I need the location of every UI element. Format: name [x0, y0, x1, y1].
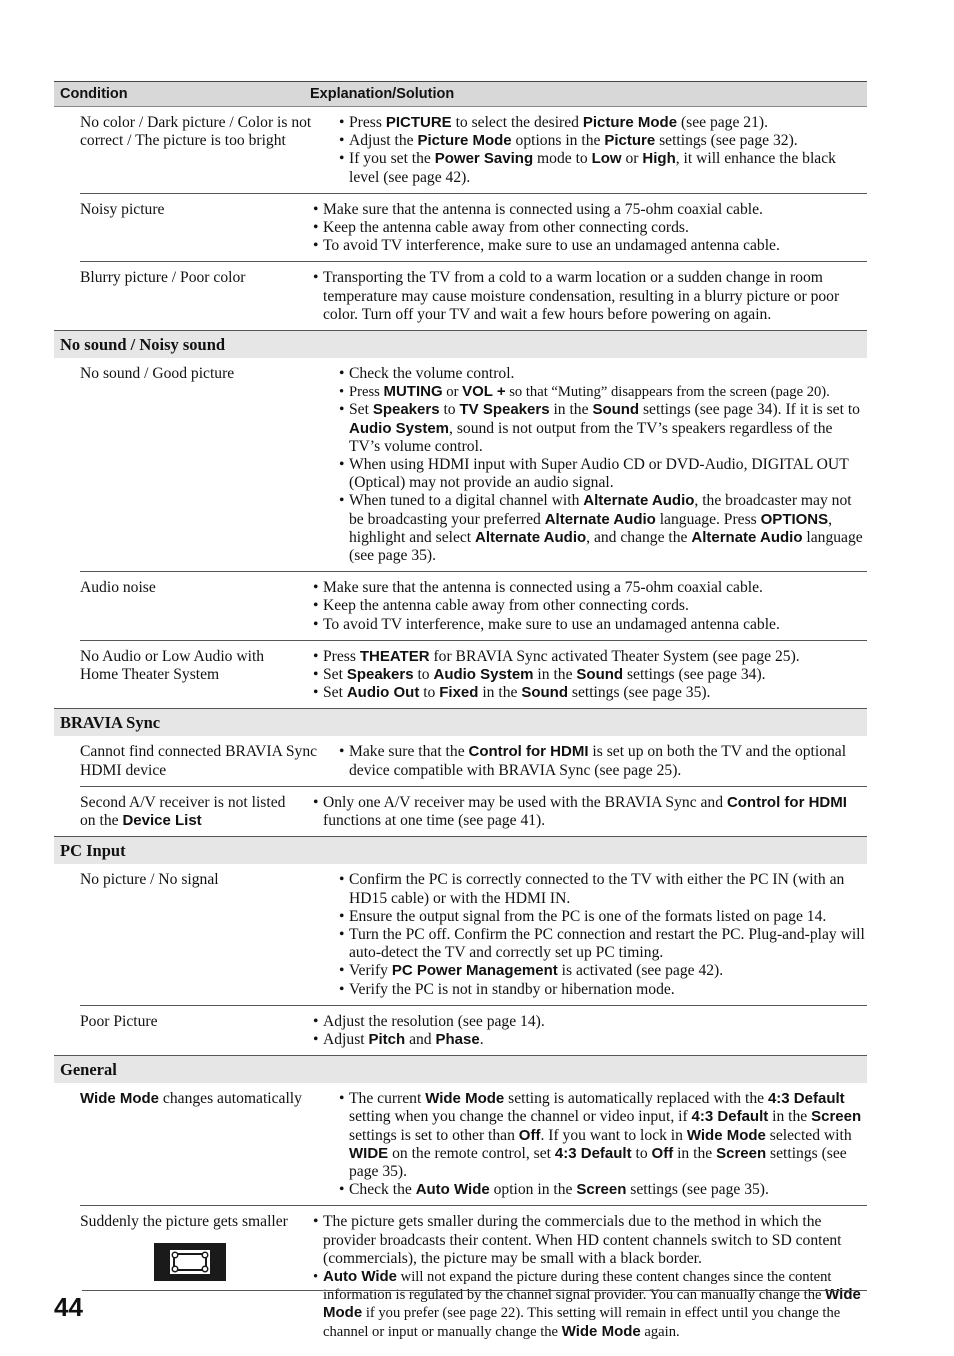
- solution-item: • Set Speakers to Audio System in the Sound settings (see page 34).: [313, 666, 867, 684]
- solution-item: • Adjust Pitch and Phase.: [313, 1031, 867, 1049]
- solution-item: • Turn the PC off. Confirm the PC connection and restart the PC. Plug-and-play will auto-detect the TV and correctly set up PC timing.: [339, 926, 867, 962]
- explanation-cell: [328, 871, 867, 998]
- solution-item: • When using HDMI input with Super Audio CD or DVD-Audio, DIGITAL OUT (Optical) may not provide an audio signal.: [339, 456, 867, 492]
- solution-item: • Make sure that the antenna is connected using a 75-ohm coaxial cable.: [313, 201, 867, 219]
- condition-cell: Suddenly the picture gets smaller: [80, 1213, 302, 1340]
- explanation-cell: [302, 1213, 867, 1340]
- solution-item: • The picture gets smaller during the commercials due to the method in which the provider broadcasts their content. When HD content channels switch to SD content (commercials), the picture may be small with a black border.: [313, 1213, 867, 1268]
- condition-cell: No sound / Good picture: [80, 365, 235, 383]
- condition-header: Condition: [60, 86, 128, 102]
- section-heading-general: General: [54, 1055, 867, 1083]
- explanation-cell: [302, 794, 867, 830]
- table-row-nopicture: [54, 864, 867, 1004]
- condition-cell: No Audio or Low Audio with Home Theater System: [80, 647, 265, 684]
- explanation-cell: [302, 648, 867, 703]
- table-row-lowaudio: [80, 640, 867, 709]
- table-row-noisy: [80, 193, 867, 262]
- explanation-cell: [328, 365, 867, 565]
- solution-item: • Make sure that the Control for HDMI is set up on both the TV and the optional device compatible with BRAVIA Sync (see page 25).: [339, 743, 867, 779]
- explanation-cell: [302, 579, 867, 634]
- table-row-audionoise: [80, 571, 867, 640]
- solution-item: • Press MUTING or VOL + so that “Muting” disappears from the screen (page 20).: [339, 383, 867, 401]
- solution-item: • Make sure that the antenna is connected using a 75-ohm coaxial cable.: [313, 579, 867, 597]
- condition-cell: Poor Picture: [80, 1012, 158, 1030]
- solution-item: • Adjust the Picture Mode options in the Picture settings (see page 32).: [339, 132, 867, 150]
- solution-item: • The current Wide Mode setting is automatically replaced with the 4:3 Default setting when you change the channel or video input, if 4:3 Default in the Screen settings is set to other than Off. If you want to lock in Wide Mode selected with WIDE on the remote control, set 4:3 Default to Off in the Screen settings (see page 35).: [339, 1090, 867, 1181]
- solution-item: • Set Audio Out to Fixed in the Sound settings (see page 35).: [313, 684, 867, 702]
- solution-item: • Ensure the output signal from the PC is one of the formats listed on page 14.: [339, 908, 867, 926]
- table-row-smaller: [80, 1205, 867, 1346]
- condition-cell: Cannot find connected BRAVIA Sync HDMI device: [80, 743, 318, 779]
- explanation-header: Explanation/Solution: [310, 86, 455, 102]
- table-row-poor: [80, 1005, 867, 1055]
- solution-item: • Auto Wide will not expand the picture during these content changes since the content information is regulated by the channel signal provider. You can manually change the Wide Mode if you prefer (see page 22). This setting will remain in effect until you change the channel or input or manually change the Wide Mode again.: [313, 1268, 867, 1341]
- solution-item: • Press PICTURE to select the desired Picture Mode (see page 21).: [339, 114, 867, 132]
- table-row-secondav: [80, 786, 867, 836]
- solution-item: • Check the Auto Wide option in the Screen settings (see page 35).: [339, 1181, 867, 1199]
- explanation-cell: [302, 1013, 867, 1049]
- table-row-color: [54, 107, 867, 193]
- explanation-cell: [328, 743, 867, 779]
- solution-item: • Transporting the TV from a cold to a warm location or a sudden change in room temperature may cause moisture condensation, resulting in a blurry picture or poor color. Turn off your TV and wait a few hours before powering on again.: [313, 269, 867, 324]
- solution-item: • Check the volume control.: [339, 365, 867, 383]
- solution-item: • Keep the antenna cable away from other connecting cords.: [313, 219, 867, 237]
- solution-item: • Keep the antenna cable away from other connecting cords.: [313, 597, 867, 615]
- solution-item: • Press THEATER for BRAVIA Sync activated Theater System (see page 25).: [313, 648, 867, 666]
- solution-item: • To avoid TV interference, make sure to use an undamaged antenna cable.: [313, 616, 867, 634]
- small-picture-with-border-icon: [154, 1243, 226, 1281]
- section-heading-sound: No sound / Noisy sound: [54, 330, 867, 358]
- table-row-blurry: [80, 261, 867, 330]
- section-heading-bravia: BRAVIA Sync: [54, 708, 867, 736]
- condition-cell: Audio noise: [80, 579, 156, 597]
- table-row-nosound: [54, 358, 867, 571]
- explanation-cell: [302, 201, 867, 256]
- explanation-cell: [328, 1090, 867, 1199]
- condition-cell: No color / Dark picture / Color is not correct / The picture is too bright: [80, 114, 312, 150]
- solution-item: • If you set the Power Saving mode to Low or High, it will enhance the black level (see page 42).: [339, 150, 867, 186]
- solution-item: • To avoid TV interference, make sure to use an undamaged antenna cable.: [313, 237, 867, 255]
- condition-cell: Wide Mode changes automatically: [80, 1090, 302, 1108]
- section-heading-pc: PC Input: [54, 836, 867, 864]
- solution-item: • Verify PC Power Management is activated (see page 42).: [339, 962, 867, 980]
- troubleshooting-table: [54, 81, 867, 1347]
- page-footer-rule: [82, 1290, 867, 1291]
- condition-cell: Blurry picture / Poor color: [80, 269, 246, 287]
- solution-item: • Adjust the resolution (see page 14).: [313, 1013, 867, 1031]
- table-header: [54, 81, 867, 107]
- solution-item: • Verify the PC is not in standby or hibernation mode.: [339, 981, 867, 999]
- page-number: 44: [54, 1292, 83, 1322]
- explanation-cell: [328, 114, 867, 187]
- solution-item: • Confirm the PC is correctly connected to the TV with either the PC IN (with an HD15 cable) or with the HDMI IN.: [339, 871, 867, 907]
- table-row-widemode: [54, 1083, 867, 1205]
- condition-cell: No picture / No signal: [80, 871, 219, 889]
- solution-item: • Set Speakers to TV Speakers in the Sound settings (see page 34). If it is set to Audio System, sound is not output from the TV’s speakers regardless of the TV’s volume control.: [339, 401, 867, 456]
- explanation-cell: [302, 269, 867, 324]
- solution-item: • Only one A/V receiver may be used with the BRAVIA Sync and Control for HDMI functions at one time (see page 41).: [313, 794, 867, 830]
- table-row-cannotfind: [54, 736, 867, 785]
- solution-item: • When tuned to a digital channel with Alternate Audio, the broadcaster may not be broadcasting your preferred Alternate Audio language. Press OPTIONS, highlight and select Alternate Audio, and change the Alternate Audio language (see page 35).: [339, 492, 867, 565]
- condition-cell: Second A/V receiver is not listed on the Device List: [80, 793, 286, 830]
- condition-cell: Noisy picture: [80, 200, 165, 218]
